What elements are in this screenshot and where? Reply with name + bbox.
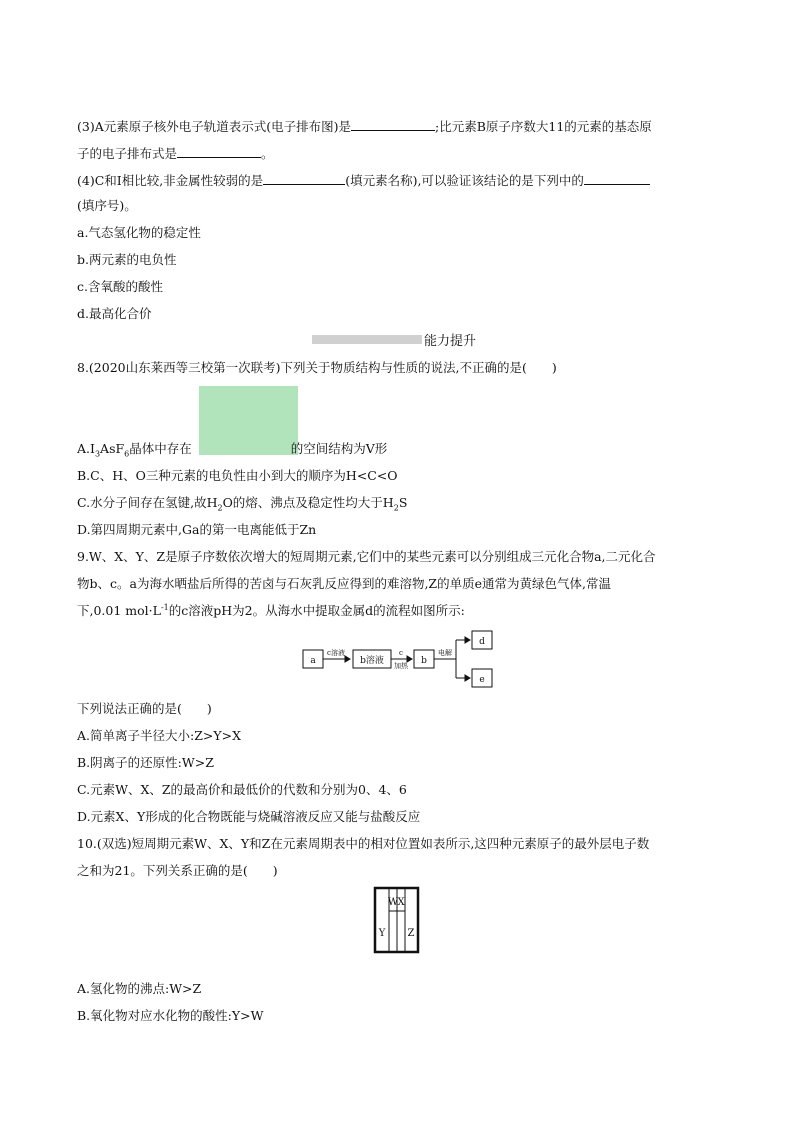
q10-option-b: B.氧化物对应水化物的酸性:Y>W [77, 1008, 264, 1023]
cell-z: Z [407, 928, 415, 939]
q7-part4-line2: (填序号)。 [77, 198, 137, 213]
q9-stem-line2: 物b、c。a为海水晒盐后所得的苦卤与石灰乳反应得到的难溶物,Z的单质e通常为黄绿色气体,常温 [77, 576, 611, 591]
cell-y: Y [378, 928, 386, 939]
q7-option-c: c.含氧酸的酸性 [77, 279, 163, 294]
q10-stem-line1: 10.(双选)短周期元素W、X、Y和Z在元素周期表中的相对位置如表所示,这四种元素原子的最外层电子数 [77, 836, 650, 851]
q9-option-d: D.元素X、Y形成的化合物既能与烧碱溶液反应又能与盐酸反应 [77, 809, 421, 824]
arrow-2-top-label: c [399, 649, 403, 657]
q8-option-c: C.水分子间存在氢键,故$H_2O$的熔、沸点及稳定性均大于$H_2S$ [77, 495, 408, 513]
q8-option-a: $A.I_3AsF_6$晶体中存在 的空间结构为V形 [77, 441, 388, 459]
q9-option-c: C.元素W、X、Z的最高价和最低价的代数和分别为0、4、6 [77, 782, 407, 797]
arrow-2-bottom-label: 加热 [394, 662, 408, 670]
box-b-solution-label: b溶液 [360, 656, 384, 666]
q10-stem-line2: 之和为21。下列关系正确的是( ) [77, 863, 278, 878]
box-a-label: a [310, 656, 316, 666]
arrow-1-label: c溶液 [327, 649, 345, 657]
q8-stem: 8.(2020山东莱西等三校第一次联考)下列关于物质结构与性质的说法,不正确的是( ) [77, 360, 557, 375]
cell-w: W [387, 897, 399, 908]
section-title: 能力提升 [424, 334, 477, 349]
q7-part3-line1: (3)A元素原子核外电子轨道表示式(电子排布图)是 ;比元素B原子序数大11的元素的基态原 [77, 116, 652, 136]
q9-option-b: B.阴离子的还原性:W>Z [77, 755, 214, 770]
q10-option-a: A.氢化物的沸点:W>Z [77, 981, 202, 996]
cell-x: X [397, 897, 405, 908]
q7-part4-line1: (4)C和I相比较,非金属性较弱的是 (填元素名称),可以验证该结论的是下列中的 [77, 170, 650, 190]
q8-option-d: D.第四周期元素中,Ga的第一电离能低于Zn [77, 522, 317, 537]
box-d-label: d [479, 637, 485, 647]
q9-option-a: A.简单离子半径大小:Z>Y>X [77, 728, 241, 743]
box-b-label: b [421, 656, 427, 666]
box-e-label: e [479, 675, 485, 685]
q7-option-d: d.最高化合价 [77, 306, 152, 321]
q7-option-a: a.气态氢化物的稳定性 [77, 225, 201, 240]
q9-ask: 下列说法正确的是( ) [77, 701, 212, 716]
arrow-3-label: 电解 [438, 649, 452, 657]
q9-stem-line1: 9.W、X、Y、Z是原子序数依次增大的短周期元素,它们中的某些元素可以分别组成三元化合物a,二元化合 [77, 549, 656, 564]
q8-option-b: B.C、H、O三种元素的电负性由小到大的顺序为H<C<O [77, 468, 398, 483]
q7-option-b: b.两元素的电负性 [77, 252, 177, 267]
q7-part3-line2: 子的电子排布式是 。 [77, 143, 274, 163]
q9-stem-line3: 下,0.01 $mol\cdot L^{-1}$的c溶液pH为2。从海水中提取金属d的流程如图所示: [77, 602, 465, 618]
